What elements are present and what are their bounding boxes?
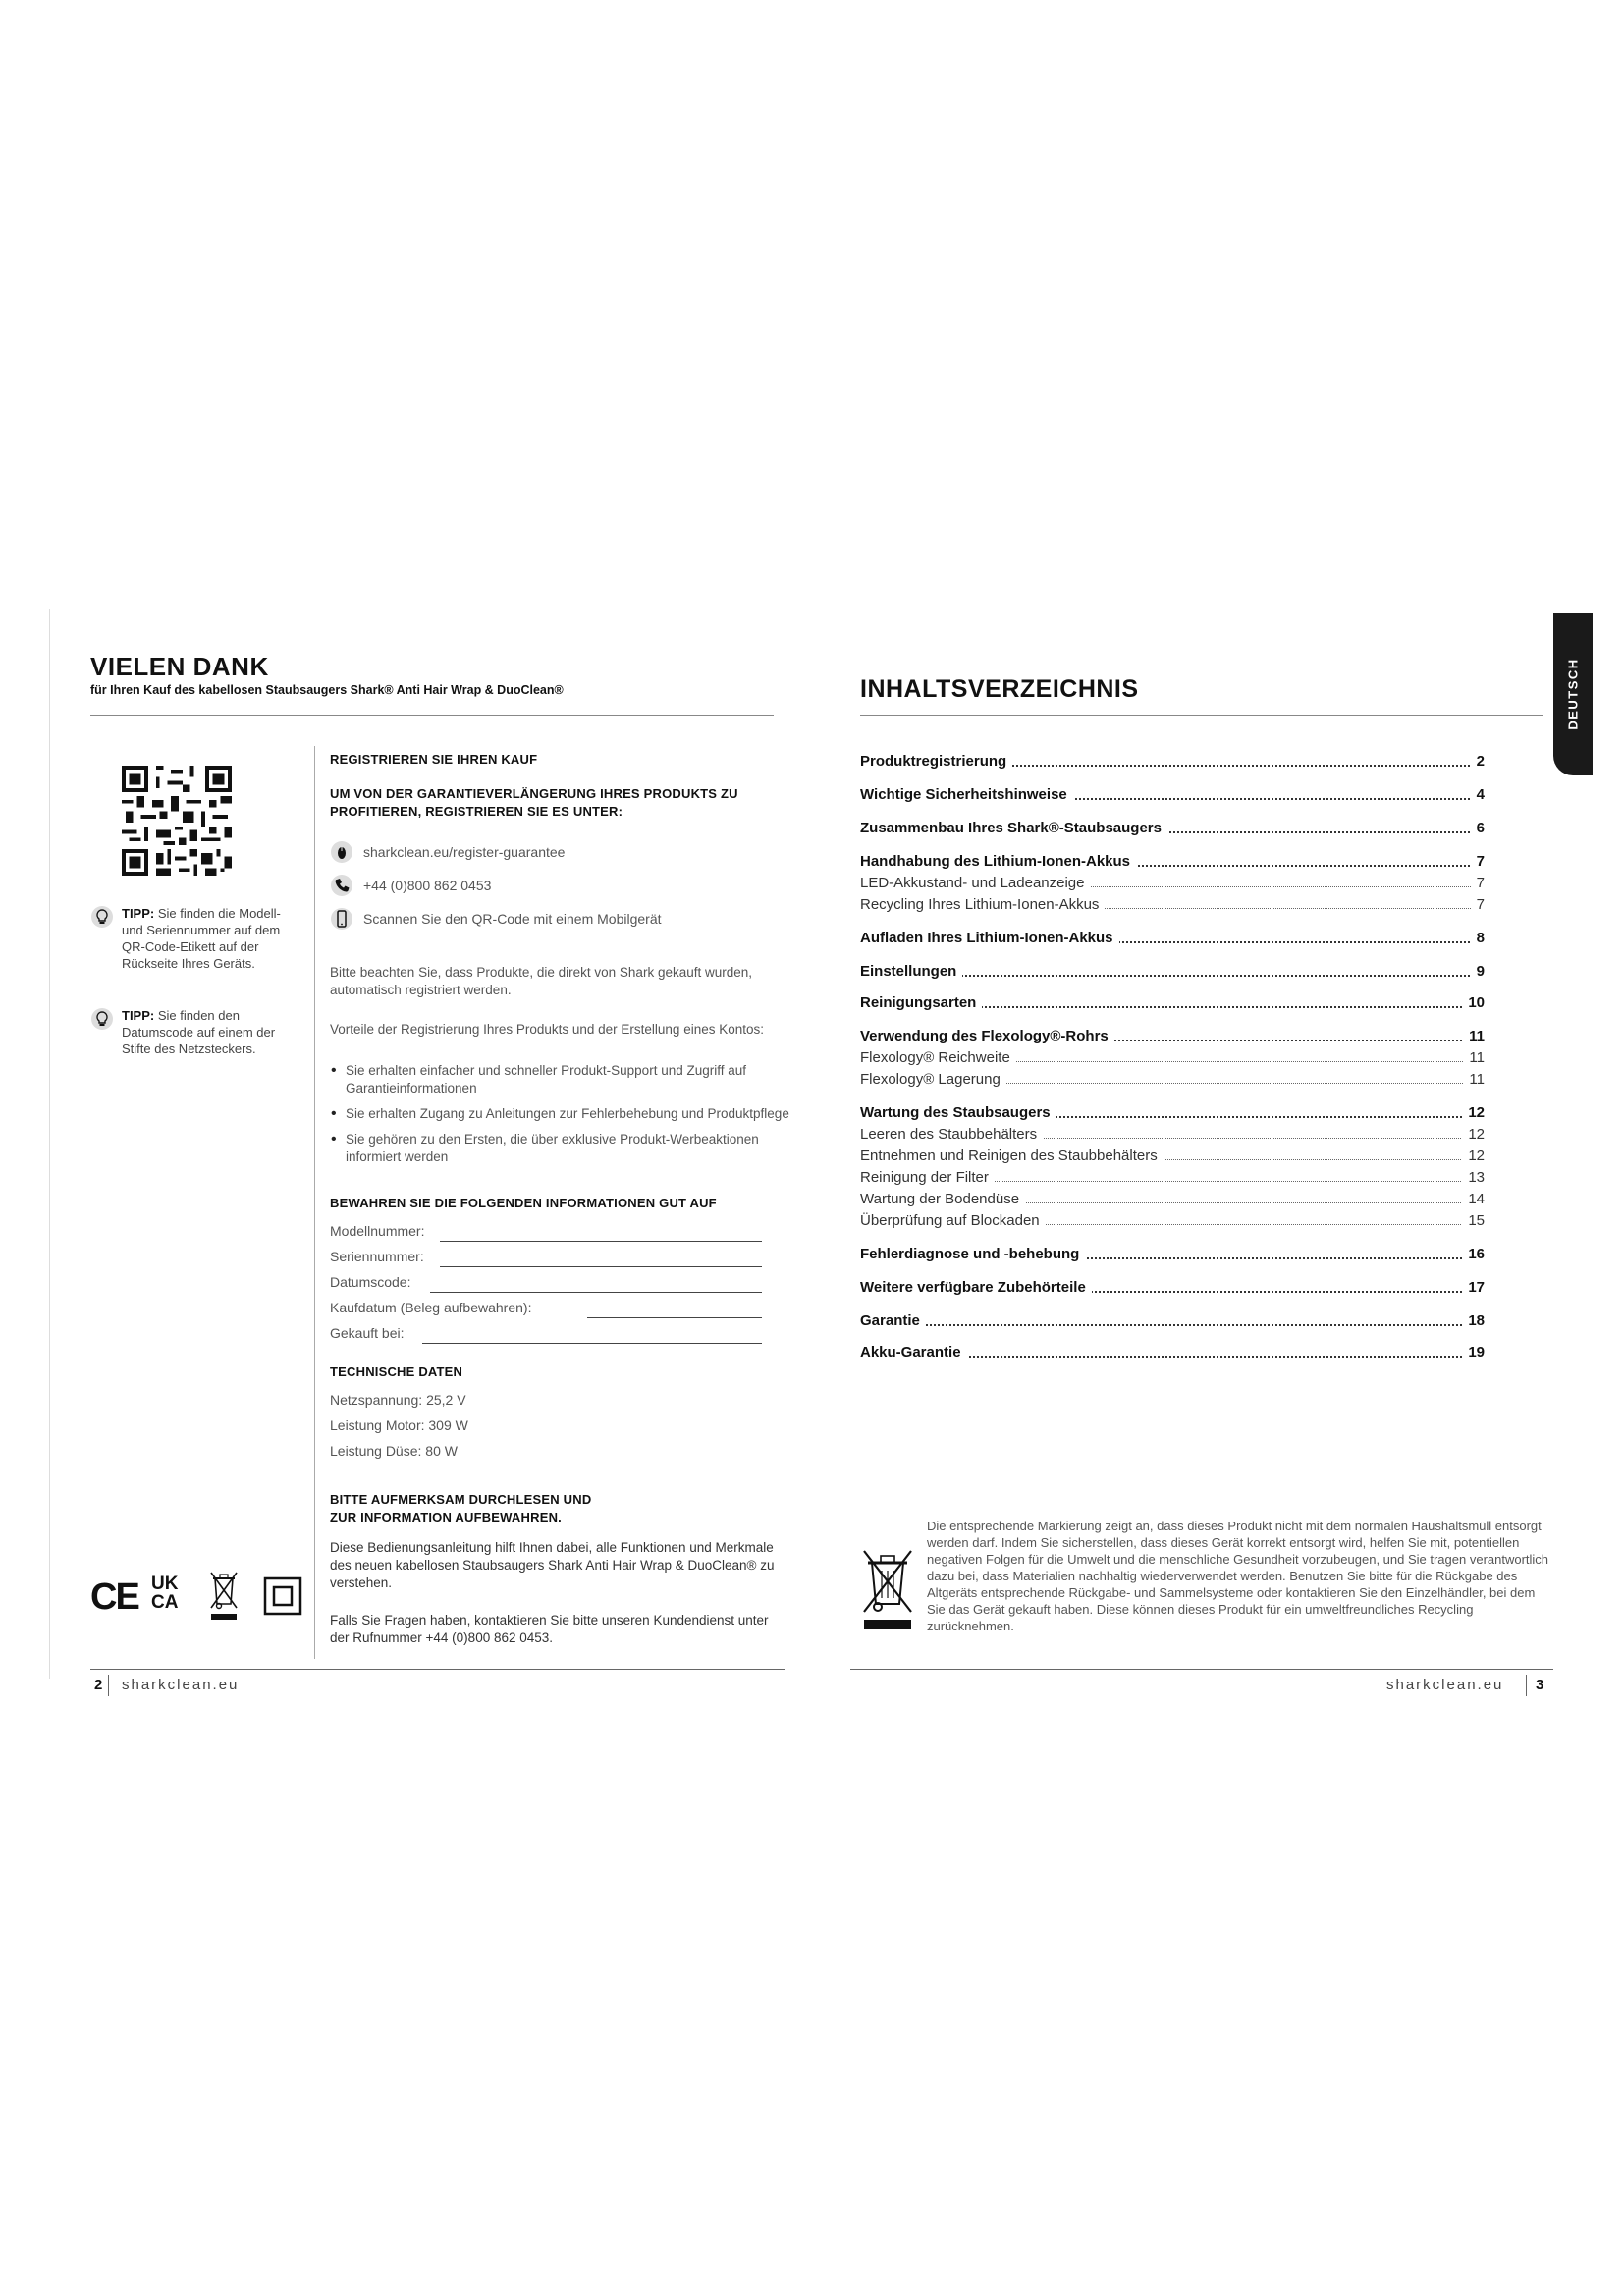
register-heading: REGISTRIEREN SIE IHREN KAUF: [330, 752, 538, 767]
field-label: Seriennummer:: [330, 1249, 432, 1264]
toc-item[interactable]: [860, 1245, 1485, 1264]
toc-item[interactable]: [860, 1125, 1485, 1145]
toc-item[interactable]: [860, 1211, 1485, 1231]
toc-item-title: Leeren des Staubbehälters: [860, 1125, 1043, 1145]
weee-bin-icon: [208, 1569, 240, 1622]
toc-item-title: Wartung der Bodendüse: [860, 1190, 1025, 1209]
toc-item-page: 7: [1471, 852, 1485, 872]
toc-item[interactable]: [860, 852, 1485, 872]
toc-item[interactable]: [860, 785, 1485, 805]
toc-item[interactable]: [860, 1070, 1485, 1090]
toc-title-divider: [860, 715, 1543, 716]
field-label: Modellnummer:: [330, 1223, 432, 1239]
toc-item-title: Aufladen Ihres Lithium-Ionen-Akkus: [860, 929, 1119, 948]
toc-item-page: 12: [1462, 1125, 1485, 1145]
read-heading-line-2: ZUR INFORMATION AUFBEWAHREN.: [330, 1510, 562, 1524]
page-number: 3: [1536, 1677, 1544, 1693]
tech-heading: TECHNISCHE DATEN: [330, 1364, 463, 1379]
toc-item-title: Einstellungen: [860, 962, 962, 982]
toc-item[interactable]: [860, 1278, 1485, 1298]
language-tab: [1553, 613, 1593, 775]
toc-item-title: Flexology® Lagerung: [860, 1070, 1006, 1090]
list-item: • Sie erhalten Zugang zu Anleitungen zur Fehlerbehebung und Produktpflege: [330, 1105, 791, 1123]
toc-item-page: 4: [1471, 785, 1485, 805]
qr-code-icon: [122, 766, 232, 876]
toc-item[interactable]: [860, 1168, 1485, 1188]
double-insulation-icon: [263, 1576, 302, 1616]
toc-item-page: 6: [1471, 819, 1485, 838]
toc-item-page: 17: [1462, 1278, 1485, 1298]
toc-item-page: 15: [1462, 1211, 1485, 1231]
page-subtitle: für Ihren Kauf des kabellosen Staubsaugers Shark® Anti Hair Wrap & DuoClean®: [90, 683, 564, 697]
toc-item-page: 12: [1462, 1147, 1485, 1166]
serial-number-field[interactable]: [330, 1249, 762, 1268]
column-divider: [314, 746, 315, 1659]
toc-item[interactable]: [860, 1027, 1485, 1046]
purchased-at-field[interactable]: [330, 1325, 762, 1345]
tip-text: Sie finden die Modell- und Seriennummer auf dem QR-Code-Etikett auf der Rückseite Ihres Geräts.: [122, 906, 281, 971]
toc-item-title: Garantie: [860, 1311, 926, 1331]
toc-item-title: Reinigung der Filter: [860, 1168, 995, 1188]
ce-mark-icon: CE: [90, 1576, 138, 1618]
toc-item[interactable]: [860, 1147, 1485, 1166]
toc-item-page: 11: [1463, 1070, 1485, 1090]
register-note: Bitte beachten Sie, dass Produkte, die direkt von Shark gekauft wurden, automatisch registriert werden.: [330, 965, 753, 997]
ukca-mark-icon: [151, 1575, 178, 1612]
mouse-icon: [330, 840, 353, 864]
toc-item[interactable]: [860, 819, 1485, 838]
language-label: DEUTSCH: [1565, 658, 1581, 730]
spec-voltage: Netzspannung: 25,2 V: [330, 1392, 466, 1408]
register-url[interactable]: sharkclean.eu/register-guarantee: [363, 844, 566, 860]
lightbulb-icon: [90, 1007, 114, 1031]
toc-item[interactable]: [860, 752, 1485, 772]
toc-item[interactable]: [860, 1103, 1485, 1123]
footer-separator: [108, 1675, 109, 1696]
tip-label: TIPP:: [122, 906, 155, 921]
toc-item-title: Fehlerdiagnose und -behebung: [860, 1245, 1085, 1264]
phone-icon: [330, 874, 353, 897]
footer-divider: [90, 1669, 785, 1670]
read-heading-line-1: BITTE AUFMERKSAM DURCHLESEN UND: [330, 1492, 592, 1507]
toc-item-title: Entnehmen und Reinigen des Staubbehälters: [860, 1147, 1164, 1166]
toc-item-title: Überprüfung auf Blockaden: [860, 1211, 1046, 1231]
list-item: • Sie erhalten einfacher und schneller Produkt-Support und Zugriff auf Garantieinformationen: [330, 1062, 791, 1097]
benefits-intro: Vorteile der Registrierung Ihres Produkts und der Erstellung eines Kontos:: [330, 1022, 764, 1037]
toc-item[interactable]: [860, 962, 1485, 982]
toc-item-page: 11: [1463, 1048, 1485, 1068]
toc-item-page: 2: [1471, 752, 1485, 772]
toc-item[interactable]: [860, 993, 1485, 1013]
toc-item-page: 7: [1471, 895, 1485, 915]
toc-item-title: Akku-Garantie: [860, 1343, 967, 1362]
toc-title: INHALTSVERZEICHNIS: [860, 675, 1139, 703]
footer-url[interactable]: sharkclean.eu: [122, 1677, 240, 1693]
toc-item[interactable]: [860, 1048, 1485, 1068]
phone-number[interactable]: +44 (0)800 862 0453: [363, 878, 492, 893]
toc-item-page: 10: [1462, 993, 1485, 1013]
toc-item-page: 12: [1462, 1103, 1485, 1123]
toc-item[interactable]: [860, 929, 1485, 948]
page-number: 2: [94, 1677, 103, 1693]
toc-item-page: 13: [1462, 1168, 1485, 1188]
toc-item-page: 8: [1471, 929, 1485, 948]
model-number-field[interactable]: [330, 1223, 762, 1243]
toc-item-title: Zusammenbau Ihres Shark®-Staubsaugers: [860, 819, 1167, 838]
tip-date-code: [90, 1007, 297, 1076]
footer-url[interactable]: sharkclean.eu: [1386, 1677, 1504, 1693]
ukca-bottom: CA: [151, 1592, 179, 1613]
lightbulb-icon: [90, 905, 114, 929]
register-subheading: UM VON DER GARANTIEVERLÄNGERUNG IHRES PRODUKTS ZU PROFITIEREN, REGISTRIEREN SIE ES UNTER:: [330, 786, 738, 819]
field-label: Gekauft bei:: [330, 1325, 412, 1341]
toc-item[interactable]: [860, 874, 1485, 893]
toc-item-title: Handhabung des Lithium-Ionen-Akkus: [860, 852, 1136, 872]
title-divider: [90, 715, 774, 716]
tip-model-serial: [90, 905, 297, 984]
keep-info-heading: BEWAHREN SIE DIE FOLGENDEN INFORMATIONEN GUT AUF: [330, 1196, 717, 1210]
toc-item-page: 7: [1471, 874, 1485, 893]
spec-motor-power: Leistung Motor: 309 W: [330, 1417, 468, 1433]
spec-nozzle-power: Leistung Düse: 80 W: [330, 1443, 458, 1459]
toc-item-title: Wartung des Staubsaugers: [860, 1103, 1056, 1123]
footer-separator: [1526, 1675, 1527, 1696]
toc-item-title: Wichtige Sicherheitshinweise: [860, 785, 1073, 805]
purchase-date-field[interactable]: [330, 1300, 762, 1319]
toc-item[interactable]: [860, 1311, 1485, 1331]
benefits-list: [330, 1062, 791, 1174]
smartphone-icon: [330, 907, 353, 931]
toc-item[interactable]: [860, 1190, 1485, 1209]
scan-text: Scannen Sie den QR-Code mit einem Mobilgerät: [363, 911, 662, 927]
toc-item-page: 18: [1462, 1311, 1485, 1331]
toc-item-title: Produktregistrierung: [860, 752, 1012, 772]
weee-notice-text: Die entsprechende Markierung zeigt an, dass dieses Produkt nicht mit dem normalen Haushaltsmüll entsorgt werden darf. Indem Sie sicherstellen, dass dieses Gerät korrekt entsorgt wird, helfen Sie mit, potentiellen negativen Folgen für die Umwelt und die menschliche Gesundheit vorzubeugen, und Sie tragen verantwortlich dazu bei, dass Materialien nachhaltig wiederverwendet werden. Benutzen Sie bitte für die Rückgabe des Altgeräts entsprechende Rückgabe- und Sammelsysteme oder kontaktieren Sie den Einzelhändler, bei dem Sie das Gerät gekauft haben. Diese können dieses Produkt für ein umweltfreundliches Recycling zurücknehmen.: [927, 1519, 1549, 1633]
toc-item-page: 16: [1462, 1245, 1485, 1264]
toc-item-page: 11: [1463, 1027, 1485, 1046]
toc-item-page: 14: [1462, 1190, 1485, 1209]
tip-label: TIPP:: [122, 1008, 155, 1023]
ukca-top: UK: [151, 1574, 179, 1594]
toc-item-page: 9: [1471, 962, 1485, 982]
list-item: • Sie gehören zu den Ersten, die über exklusive Produkt-Werbeaktionen informiert werden: [330, 1131, 791, 1166]
toc-item-title: LED-Akkustand- und Ladeanzeige: [860, 874, 1091, 893]
tip-text: Sie finden den Datumscode auf einem der Stifte des Netzsteckers.: [122, 1008, 276, 1056]
field-label: Datumscode:: [330, 1274, 418, 1290]
certification-marks: [90, 1569, 316, 1637]
toc-item[interactable]: [860, 1343, 1485, 1362]
toc-item-title: Reinigungsarten: [860, 993, 982, 1013]
read-text-1: Diese Bedienungsanleitung hilft Ihnen dabei, alle Funktionen und Merkmale des neuen kabellosen Staubsaugers Shark Anti Hair Wrap & DuoClean® zu verstehen.: [330, 1540, 775, 1590]
field-label: Kaufdatum (Beleg aufbewahren):: [330, 1300, 539, 1315]
toc-item-title: Weitere verfügbare Zubehörteile: [860, 1278, 1092, 1298]
date-code-field[interactable]: [330, 1274, 762, 1294]
toc-item-title: Recycling Ihres Lithium-Ionen-Akkus: [860, 895, 1105, 915]
weee-bin-icon: [858, 1545, 917, 1629]
toc-item-page: 19: [1462, 1343, 1485, 1362]
read-text-2: Falls Sie Fragen haben, kontaktieren Sie bitte unseren Kundendienst unter der Rufnummer +44 (0)800 862 0453.: [330, 1613, 769, 1645]
page-edge-line: [49, 609, 50, 1679]
toc-item-title: Flexology® Reichweite: [860, 1048, 1016, 1068]
page-title: VIELEN DANK: [90, 652, 269, 681]
footer-divider: [850, 1669, 1553, 1670]
toc-item-title: Verwendung des Flexology®-Rohrs: [860, 1027, 1114, 1046]
toc-item[interactable]: [860, 895, 1485, 915]
